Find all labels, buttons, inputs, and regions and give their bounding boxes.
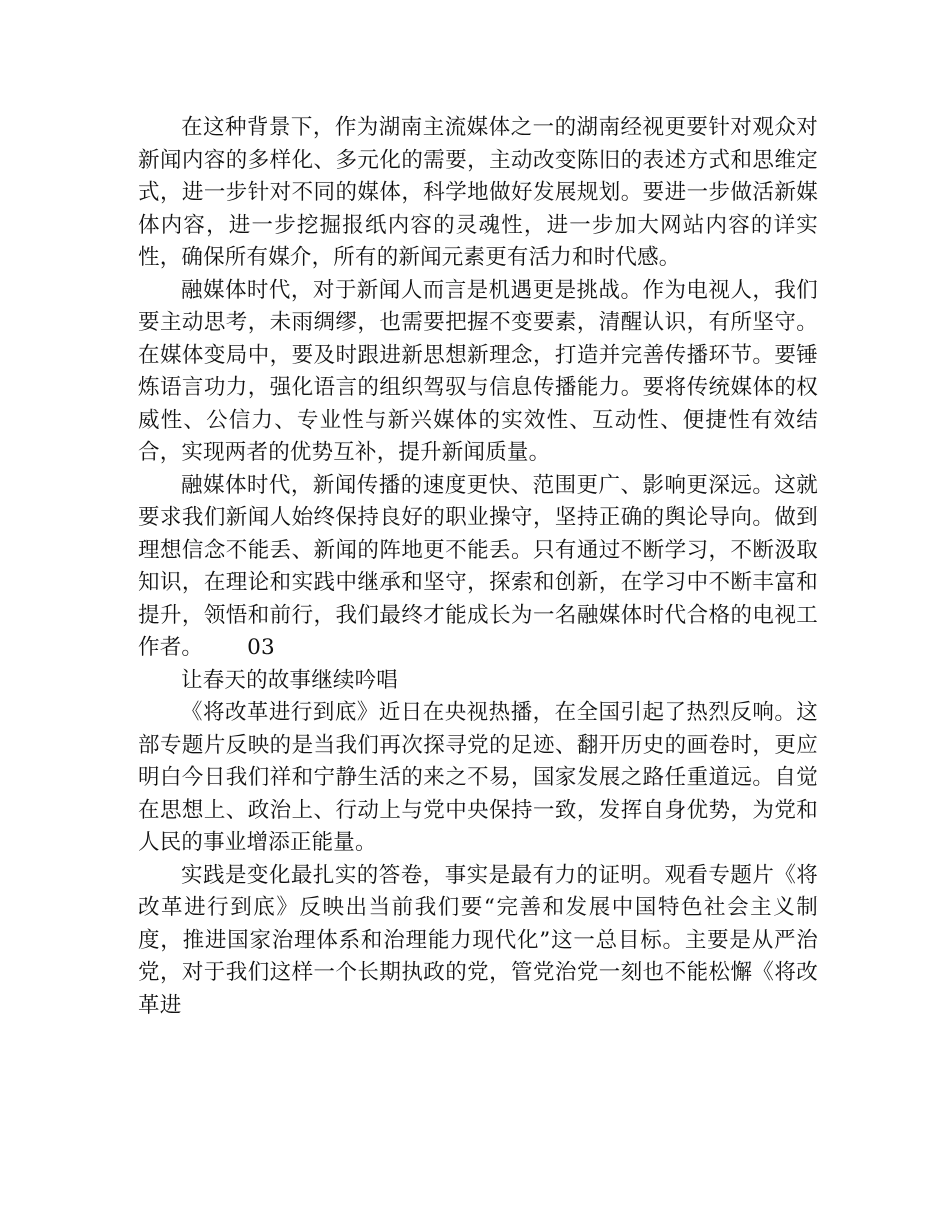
section-paragraph-1: 《将改革进行到底》近日在央视热播，在全国引起了热烈反响。这部专题片反映的是当我们再次探寻党的足迹、翻开历史的画卷时，更应明白今日我们祥和宁静生活的来之不易，国家发展之路任重道远。自觉在思想上、政治上、行动上与党中央保持一致，发挥自身优势，为党和人民的事业增添正能量。: [138, 700, 818, 855]
document-body: [138, 112, 818, 1022]
section-title: 让春天的故事继续吟唱: [181, 667, 399, 693]
paragraph-3: [138, 470, 818, 665]
paragraph-1: 在这种背景下，作为湖南主流媒体之一的湖南经视更要针对观众对新闻内容的多样化、多元化的需要，主动改变陈旧的表述方式和思维定式，进一步针对不同的媒体，科学地做好发展规划。要进一步做活新媒体内容，进一步挖掘报纸内容的灵魂性，进一步加大网站内容的详实性，确保所有媒介，所有的新闻元素更有活力和时代感。: [138, 115, 818, 270]
paragraph-2: 融媒体时代，对于新闻人而言是机遇更是挑战。作为电视人，我们要主动思考，未雨绸缪，也需要把握不变要素，清醒认识，有所坚守。在媒体变局中，要及时跟进新思想新理念，打造并完善传播环节。要锤炼语言功力，强化语言的组织驾驭与信息传播能力。要将传统媒体的权威性、公信力、专业性与新兴媒体的实效性、互动性、便捷性有效结合，实现两者的优势互补，提升新闻质量。: [138, 277, 818, 465]
section-number: 03: [247, 635, 275, 660]
section-paragraph-2: 实践是变化最扎实的答卷，事实是最有力的证明。观看专题片《将改革进行到底》反映出当前我们要“完善和发展中国特色社会主义制度，推进国家治理体系和治理能力现代化”这一总目标。主要是从严治党，对于我们这样一个长期执政的党，管党治党一刻也不能松懈《将改革进: [138, 862, 818, 1018]
paragraph-3-text: 融媒体时代，新闻传播的速度更快、范围更广、影响更深远。这就要求我们新闻人始终保持良好的职业操守，坚持正确的舆论导向。做到理想信念不能丢、新闻的阵地更不能丢。只有通过不断学习，不断汲取知识，在理论和实践中继承和坚守，探索和创新，在学习中不断丰富和提升，领悟和前行，我们最终才能成长为一名融媒体时代合格的电视工作者。: [138, 472, 818, 660]
